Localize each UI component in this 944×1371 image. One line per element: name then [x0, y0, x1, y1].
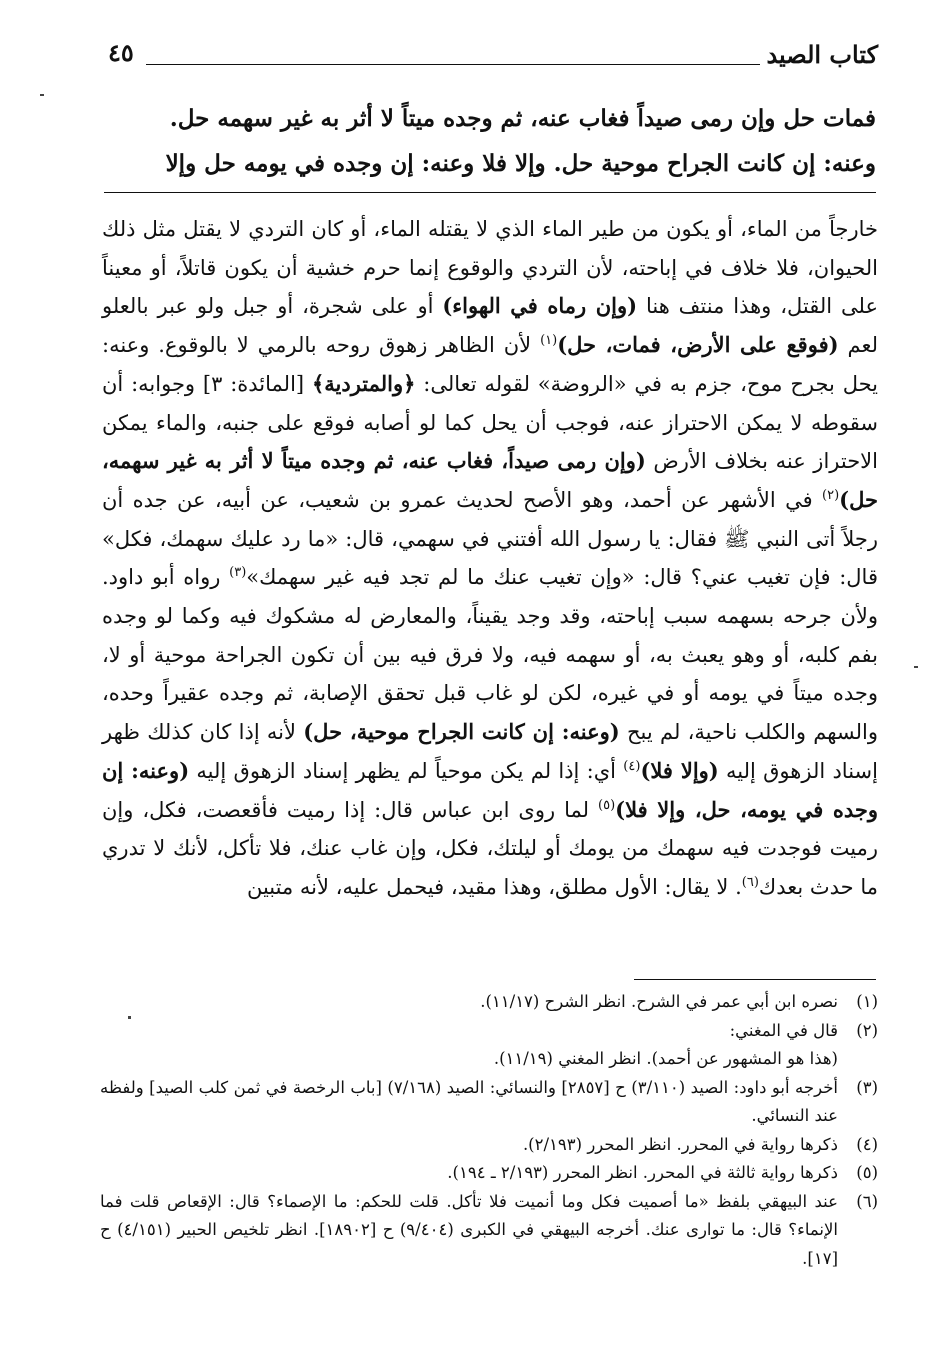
- footnote-1: [100, 988, 878, 1017]
- commentary-span: رواه أبو داود. ولأن جرحه بسهمه سبب إباحته، وقد وجد يقيناً، والمعارض له مشكوك فيه وكما لو وجده بفم كلبه، أو وهو يعبث به، أو سهمه فيه، ولا فرق فيه بين أن تكون الجراحة موحية أو لا، وجده ميتاً في يومه أو في غيره، لكن لو غاب قبل تحقق الإصابة، ثم وجده عقيراً وحده، والسهم والكلب ناحية، لم يبح: [102, 565, 878, 745]
- commentary-text: [102, 210, 878, 907]
- footnote-6: [100, 1188, 878, 1274]
- chapter-title: كتاب الصيد: [766, 40, 878, 69]
- footnote-number: (٥): [856, 1163, 878, 1182]
- commentary-span: أو على شجرة، أو جبل ولو عبر بالعلو لعم: [102, 294, 878, 358]
- commentary-span: لأن الظاهر زهوق روحه بالرمي لا بالوقوع. وعنه: يحل بجرح موح، جزم به في «الروضة» لقوله تعالى:: [102, 333, 878, 396]
- scan-speck: [128, 1016, 131, 1019]
- commentary-span: في الأشهر عن أحمد، وهو الأصح لحديث عمرو بن شعيب، عن أبيه، عن جده أن رجلاً أتى النبي ﷺ فقال: يا رسول الله أفتني في سهمي، قال: «ما رد عليك سهمك، فكل» قال: فإن تغيب عني؟ قال: «وإن تغيب عنك ما لم تجد فيه غير سهمك»: [102, 487, 878, 590]
- scan-speck: [914, 666, 918, 668]
- matn-divider: [104, 192, 876, 193]
- footnote-4: [100, 1131, 878, 1160]
- footnote-ref: (٣): [229, 565, 247, 581]
- footnotes: [100, 988, 878, 1273]
- footnote-3: [100, 1074, 878, 1131]
- footnote-ref: (٥): [598, 797, 616, 813]
- commentary-span: خارجاً من الماء، أو يكون من طير الماء الذي لا يقتله الماء، أو كان التردي لا يقتل مثل ذلك الحيوان، فلا خلاف في إباحته، لأن التردي والوقوع إنما حرم خشية أن يكون قاتلاً، أو معيناً على القتل، وهذا منتف هنا: [102, 217, 879, 319]
- quran-quote: ﴿والمتردية﴾: [311, 370, 416, 396]
- matn-line: وعنه: إن كانت الجراح موحية حل. وإلا فلا وعنه: إن وجده في يومه حل وإلا: [165, 150, 876, 177]
- footnote-text: نصره ابن أبي عمر في الشرح. انظر الشرح (١١/١٧).: [480, 992, 838, 1011]
- commentary-span: لأنه إذا كان كذلك ظهر إسناد الزهوق إليه: [102, 720, 878, 783]
- footnote-number: (٤): [856, 1134, 878, 1154]
- commentary-span: . لا يقال: الأول مطلق، وهذا مقيد، فيحمل عليه، لأنه متبين: [246, 874, 742, 899]
- quoted-matn: (وعنه: إن كانت الجراح موحية، حل): [303, 719, 620, 745]
- footnote-ref: (٤): [623, 758, 641, 774]
- footnote-number: (١): [856, 992, 878, 1011]
- footnote-ref: (٢): [822, 487, 840, 503]
- footnote-number: (٣): [856, 1077, 878, 1097]
- page-header: [108, 36, 878, 76]
- commentary-span: [المائدة: ٣] وجوابه: أن سقوطه لا يمكن الاحتراز عنه، فوجب أن يحل كما لو أصابه فوقع على جنبه، والماء يمكن الاحتراز عنه بخلاف الأرض: [102, 371, 878, 474]
- footnote-ref: (٦): [741, 874, 759, 890]
- footnote-number: (٢): [856, 1020, 878, 1040]
- footnote-text: عند البيهقي بلفظ «ما أصميت فكل وما أنميت فلا تأكل. قلت للحكم: ما الإصماء؟ قال: الإقعاص قلت فما الإنماء؟ قال: ما توارى عنك. أخرجه البيهقي في الكبرى (٩/٤٠٤) ح [١٨٩٠٢]. انظر تلخيص الحبير (٤/١٥١) ح [١٧].: [100, 1191, 838, 1268]
- quoted-matn: (وإن رماه في الهواء): [442, 293, 638, 319]
- commentary-span: لما روى ابن عباس قال: إذا رميت فأقعصت، فكل، وإن رميت فوجدت فيه سهمك من يومك أو ليلتك، فكل، وإن غاب عنك، فلا تأكل، لأنك لا تدري ما حدث بعدك: [102, 797, 878, 899]
- footnote-line: (هذا هو المشهور عن أحمد). انظر المغني (١١/١٩).: [493, 1049, 838, 1068]
- footnote-text: أخرجه أبو داود: الصيد (٣/١١٠) ح [٢٨٥٧] والنسائي: الصيد (٧/١٦٨) [باب الرخصة في ثمن كلب الصيد] ولفظه عند النسائي.: [100, 1077, 838, 1125]
- quoted-matn: (وإن رمى صيداً، فغاب عنه، ثم وجده ميتاً لا أثر به غير سهمه، حل): [102, 448, 878, 512]
- footnote-number: (٦): [856, 1191, 878, 1211]
- footnote-5: [100, 1159, 878, 1188]
- quoted-matn: (فوقع على الأرض، فمات، حل): [557, 332, 839, 358]
- footnote-text: ذكرها رواية في المحرر. انظر المحرر (٢/١٩٣).: [522, 1134, 838, 1154]
- footnote-text: ذكرها رواية ثالثة في المحرر. انظر المحرر (٢/١٩٣ ـ ١٩٤).: [447, 1163, 838, 1182]
- scan-speck: [40, 94, 44, 96]
- quoted-matn: (وإلا فلا): [640, 757, 719, 783]
- quoted-matn: (وعنه: إن وجده في يومه، حل، وإلا فلا): [102, 757, 879, 822]
- footnote-line: قال في المغني:: [729, 1020, 838, 1040]
- matn-line: فمات حل وإن رمى صيداً فغاب عنه، ثم وجده ميتاً لا أثر به غير سهمه حل.: [169, 105, 876, 132]
- footnote-divider: [634, 979, 876, 980]
- footnote-ref: (١): [540, 333, 558, 349]
- footnote-2: [100, 1017, 878, 1074]
- footnote-text: [100, 1017, 838, 1074]
- commentary-span: أي: إذا لم يكن موحياً لم يظهر إسناد الزهوق إليه: [189, 758, 624, 783]
- header-rule: [146, 64, 760, 65]
- matn-text: [104, 96, 876, 186]
- page-number: ٤٥: [108, 38, 134, 67]
